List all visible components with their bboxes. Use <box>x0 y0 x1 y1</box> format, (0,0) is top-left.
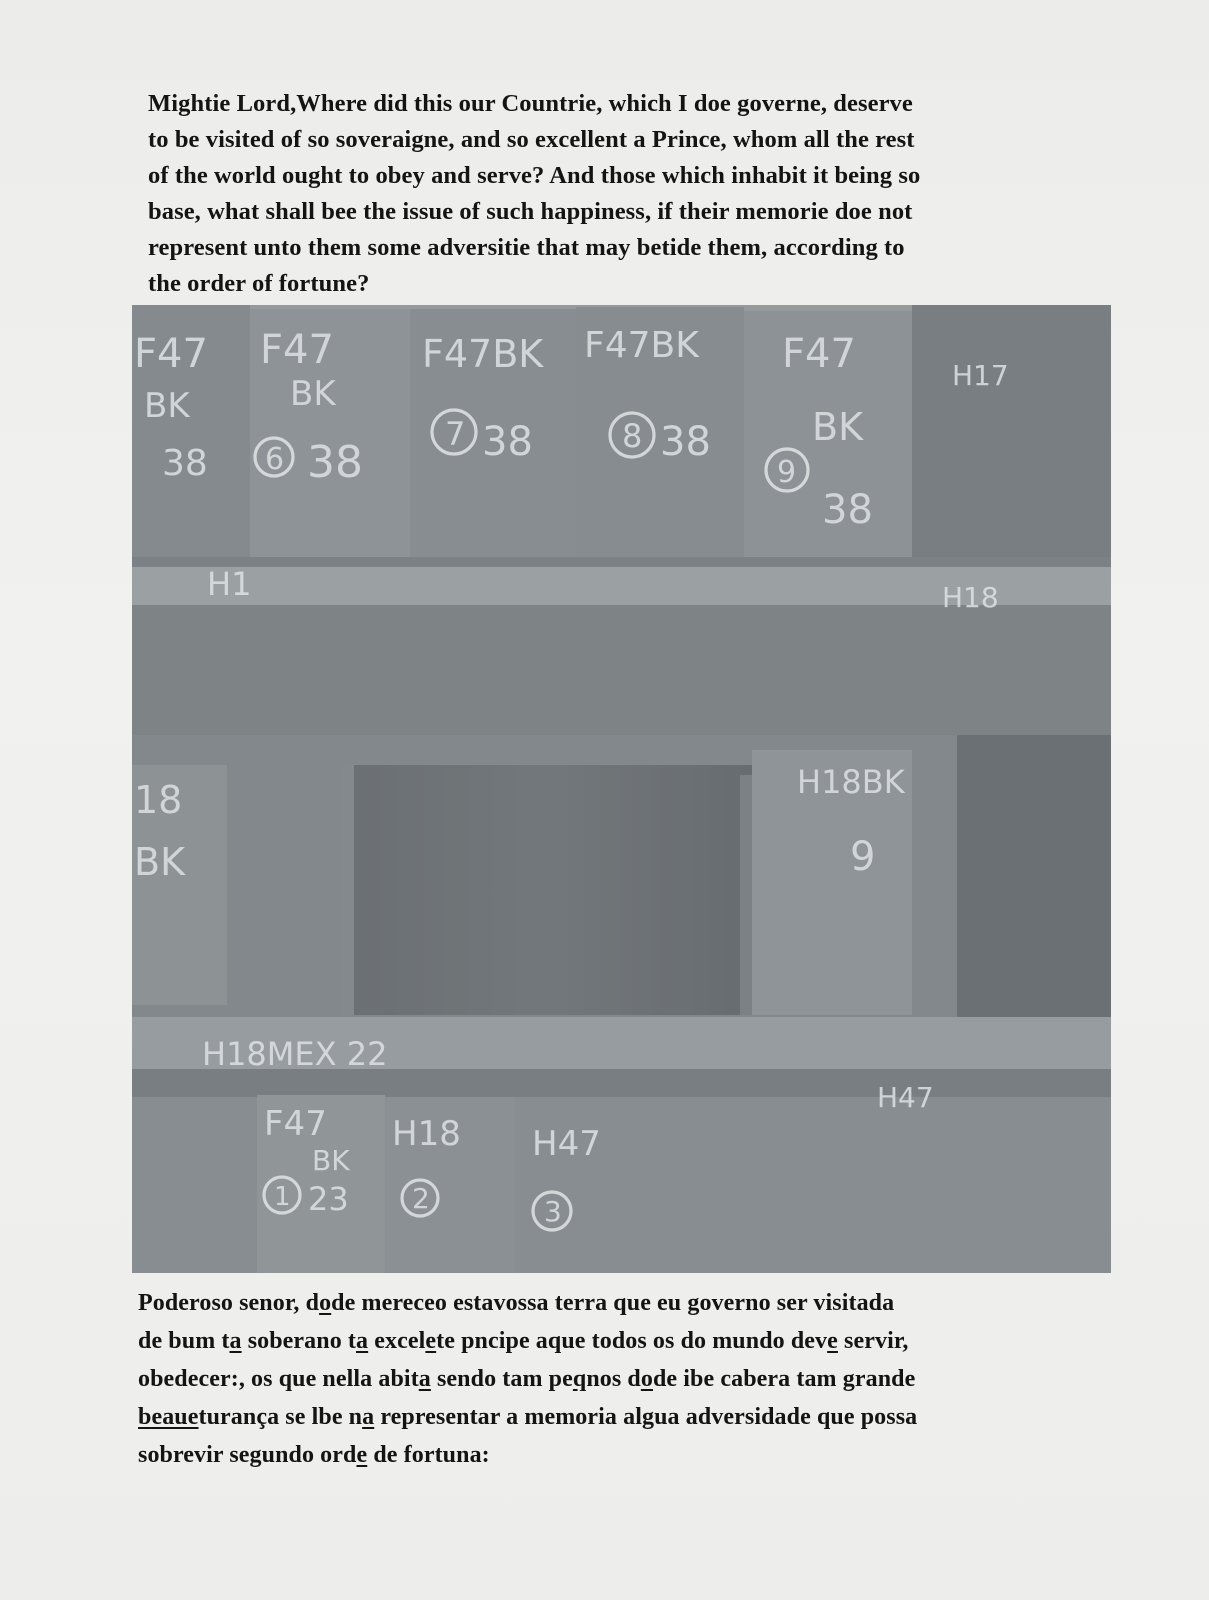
chalk-label: H18BK <box>797 763 905 801</box>
chalk-label: BK <box>290 374 336 414</box>
chalk-label: F47 <box>782 331 856 377</box>
text-run: excel <box>368 1328 426 1354</box>
text-run: servir, <box>837 1328 909 1354</box>
chalk-label: F47 <box>260 327 334 373</box>
shelf-photograph <box>132 305 1111 1273</box>
text-run: de ibe cabera tam grande <box>652 1366 916 1392</box>
chalk-label: H18MEX 22 <box>202 1035 388 1073</box>
underlined-letter: a <box>356 1328 369 1354</box>
english-line-6: the order of fortune? <box>148 270 370 297</box>
text-run: nos d <box>586 1366 641 1392</box>
chalk-label: 38 <box>660 419 711 465</box>
chalk-label: F47BK <box>584 325 699 366</box>
text-run: de mereceo estavossa terra que eu governo ser visitada <box>331 1290 895 1316</box>
chalk-label: 3 <box>544 1195 562 1228</box>
underlined-letter: o <box>319 1290 332 1316</box>
chalk-label: H1 <box>207 565 252 603</box>
underlined-letter: e <box>356 1442 368 1468</box>
underlined-letter: b <box>138 1404 152 1430</box>
chalk-label: 18 <box>134 778 183 822</box>
chalk-label: 7 <box>445 415 466 453</box>
underlined-letter: o <box>640 1366 653 1392</box>
chalk-label: 8 <box>622 417 643 455</box>
portuguese-line-2 <box>138 1322 1126 1360</box>
chalk-label: BK <box>144 386 190 426</box>
text-run: sobrevir segundo ord <box>138 1442 357 1468</box>
english-line-2: to be visited of so soveraigne, and so excellent a Prince, whom all the rest <box>148 126 915 153</box>
portuguese-line-3 <box>138 1360 1126 1398</box>
chalk-label: 38 <box>482 419 533 465</box>
english-line-3: of the world ought to obey and serve? And those which inhabit it being so <box>148 162 921 189</box>
text-run: de fortuna: <box>367 1442 490 1468</box>
chalk-label: BK <box>312 1144 350 1177</box>
text-run: de bum t <box>138 1328 230 1354</box>
chalk-label: BK <box>134 840 185 884</box>
chalk-label: 2 <box>412 1182 430 1215</box>
underlined-letters: eaue <box>151 1404 199 1430</box>
chalk-label: H18 <box>392 1114 461 1154</box>
chalk-label: 6 <box>265 442 285 477</box>
underlined-letter: e <box>827 1328 838 1354</box>
underlined-letter: a <box>229 1328 242 1354</box>
chalk-label: BK <box>812 405 863 449</box>
text-run: soberano t <box>241 1328 357 1354</box>
chalk-label: 23 <box>308 1180 349 1218</box>
underlined-letter: a <box>418 1366 431 1392</box>
chalk-label: H18 <box>942 581 999 614</box>
chalk-label: H17 <box>952 359 1009 392</box>
underlined-letter: e <box>425 1328 437 1354</box>
chalk-label: 38 <box>162 443 208 484</box>
chalk-label: 9 <box>850 834 876 880</box>
text-run: Poderoso senor, d <box>138 1290 320 1316</box>
text-run: obedecer:, os que nella abit <box>138 1366 419 1392</box>
portuguese-line-4 <box>138 1398 1126 1436</box>
portuguese-line-5 <box>138 1436 1126 1474</box>
chalk-label: H47 <box>532 1124 601 1164</box>
portuguese-line-1 <box>138 1284 1126 1322</box>
underlined-letter: a <box>362 1404 375 1430</box>
chalk-label: 1 <box>274 1182 291 1212</box>
english-line-5: represent unto them some adversitie that may betide them, according to <box>148 234 905 261</box>
chalk-label: F47BK <box>422 332 544 376</box>
text-run: representar a memoria algua adversidade que possa <box>374 1404 918 1430</box>
chalk-label: F47 <box>264 1104 327 1144</box>
portuguese-paragraph <box>138 1284 1126 1474</box>
underlined-letter: q <box>572 1366 587 1392</box>
english-line-4: base, what shall bee the issue of such happiness, if their memorie doe not <box>148 198 913 225</box>
text-run: turança se lbe n <box>198 1404 363 1430</box>
text-run: te pncipe aque todos os do mundo dev <box>436 1328 828 1354</box>
text-run: sendo tam pe <box>430 1366 573 1392</box>
chalk-label: 9 <box>777 455 797 490</box>
chalk-label: H47 <box>877 1081 934 1114</box>
chalk-label: 38 <box>307 437 363 488</box>
english-line-1: Mightie Lord,Where did this our Countrie, which I doe governe, deserve <box>148 90 913 117</box>
shelf-photo-graphic <box>132 305 1111 1273</box>
english-paragraph <box>148 86 1100 302</box>
chalk-label: F47 <box>134 331 208 377</box>
chalk-label: 38 <box>822 487 873 533</box>
